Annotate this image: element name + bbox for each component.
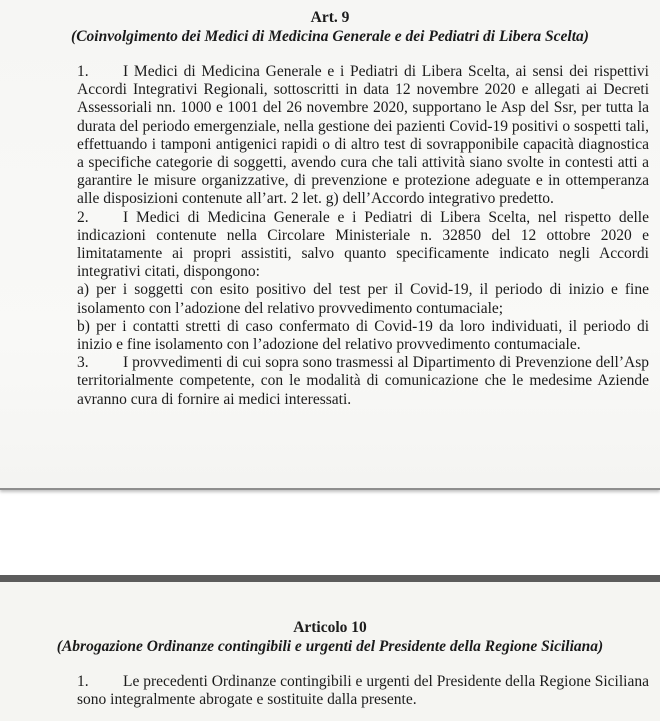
paragraph-number: 3. (77, 354, 89, 372)
article-9-body (77, 63, 649, 409)
article-10-paragraph-1 (77, 673, 649, 709)
paragraph-number: 2. (77, 208, 89, 226)
document-page-2 (0, 575, 660, 721)
article-9-paragraph-1 (77, 63, 649, 209)
article-9-paragraph-3 (77, 354, 649, 409)
paragraph-text: I Medici di Medicina Generale e i Pediatri di Libera Scelta, ai sensi dei rispettivi Accordi Integrativi Regionali, sottoscritti in data 12 novembre 2020 e allegati ai Decreti Assessoriali nn. 1000 e 1001 del 26 novembre 2020, supportano le Asp del Ssr, per tutta la durata del periodo emergenziale, nella gestione dei pazienti Covid-19 positivi o sospetti tali, effettuando i tamponi antigenici rapidi o di altro test di sovrapponibile capacità diagnostica a specifiche categorie di soggetti, avendo cura che tali attività siano svolte in contesti atti a garantire le misure organizzative, di prevenzione e protezione adeguate e in ottemperanza alle disposizioni contenute all’art. 2 let. g) dell’Accordo integrativo predetto. (77, 63, 649, 208)
article-9-paragraph-2 (77, 209, 649, 282)
paragraph-text: Le precedenti Ordinanze contingibili e urgenti del Presidente della Regione Siciliana sono integralmente abrogate e sostituite dalla presente. (77, 673, 649, 709)
article-9-subtitle: (Coinvolgimento dei Medici di Medicina Generale e dei Pediatri di Libera Scelta) (71, 28, 589, 45)
paragraph-text: I provvedimenti di cui sopra sono trasmessi al Dipartimento di Prevenzione dell’Asp territorialmente competente, con le modalità di comunicazione che le medesime Aziende avranno cura di fornire ai medici interessati. (77, 354, 649, 408)
paragraph-text: I Medici di Medicina Generale e i Pediatri di Libera Scelta, nel rispetto delle indicazioni contenute nella Circolare Ministeriale n. 32850 del 12 ottobre 2020 e limitatamente ai propri assistiti, salvo quanto specificamente indicato negli Accordi integrativi citati, dispongono: (77, 208, 649, 281)
article-10-subtitle: (Abrogazione Ordinanze contingibili e urgenti del Presidente della Regione Siciliana) (56, 638, 604, 655)
article-9-item-b: b) per i contatti stretti di caso confermato di Covid-19 da loro individuati, il periodo di inizio e fine isolamento con l’adozione del relativo provvedimento contumaciale. (77, 317, 649, 354)
article-9-item-a: a) per i soggetti con esito positivo del test per il Covid-19, il periodo di inizio e fine isolamento con l’adozione del relativo provvedimento contumaciale; (77, 281, 649, 317)
article-10-title: Articolo 10 (293, 619, 367, 636)
article-9-title: Art. 9 (310, 9, 350, 26)
paragraph-number: 1. (77, 673, 89, 690)
paragraph-number: 1. (77, 63, 89, 80)
article-10-body (77, 673, 649, 709)
